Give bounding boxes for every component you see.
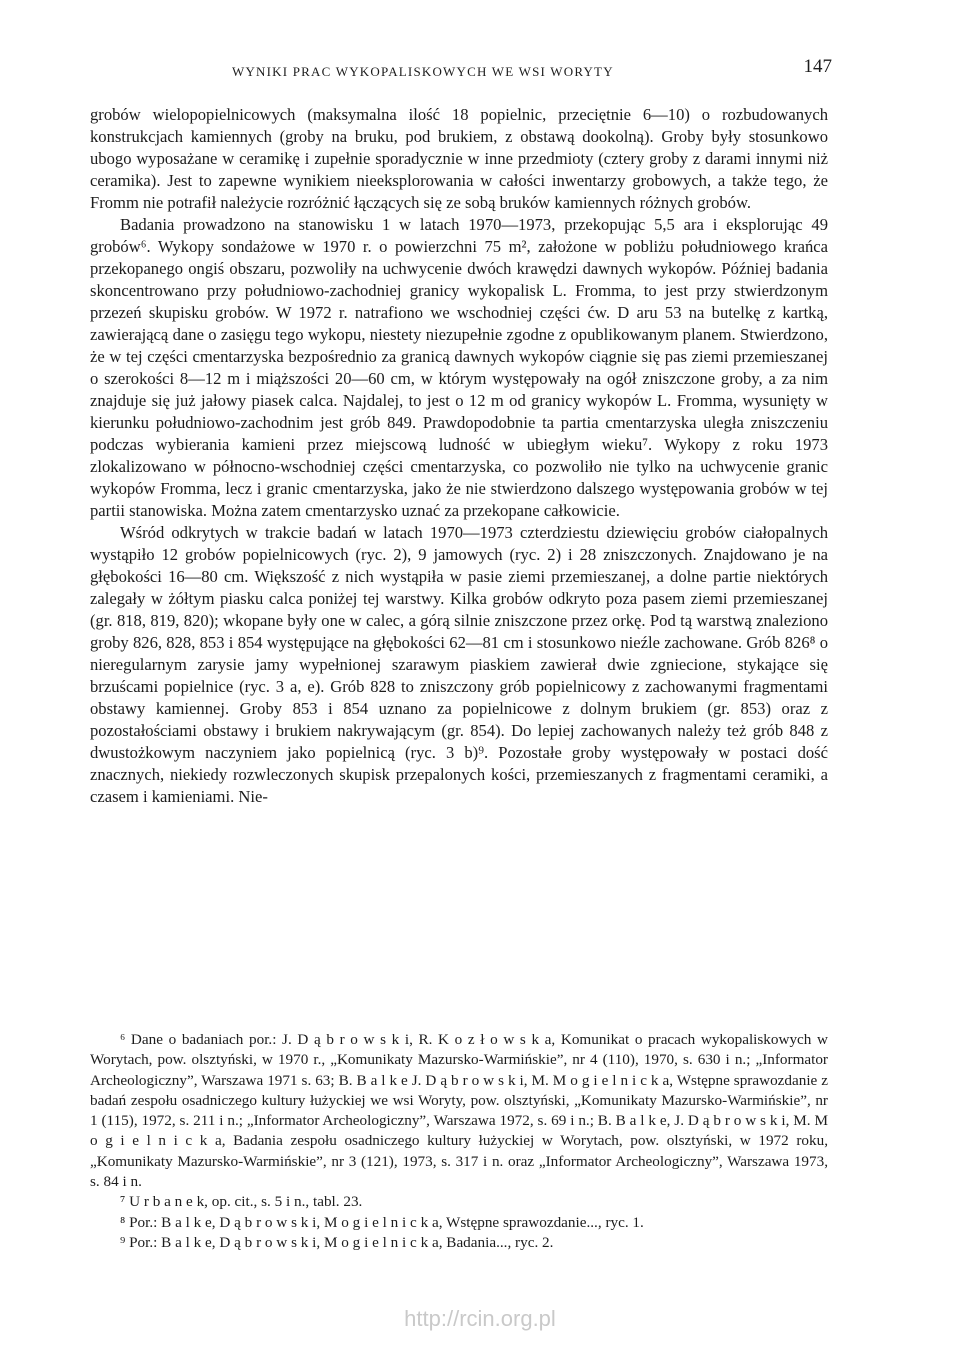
watermark-url: http://rcin.org.pl: [404, 1306, 556, 1331]
paragraph: Wśród odkrytych w trakcie badań w latach 1970—1973 czterdziestu dziewięciu grobów ciałopalnych wystąpiło 12 grobów popielnicowych (ryc. 2), 9 jamowych (ryc. 2) i 28 zniszczonych. Znajdowano je na głębokości 16—80 cm. Większość z nich wystąpiła w pasie ziemi przemieszanej, a dolne partie niektórych zalegały w żółtym piasku calca poniżej tej warstwy. Kilka grobów odkryto poza pasem ziemi przemieszanej (gr. 818, 819, 820); wkopane były one w calec, a górą silnie zniszczone przez orkę. Pod tą warstwą znaleziono groby 826, 828, 853 i 854 występujące na głębokości 62—81 cm i stosunkowo nieźle zachowane. Grób 826⁸ o nieregularnym zarysie jamy wypełnionej szarawym piaskiem zawierał dwie zgniecione, stykające się brzuścami popielnice (ryc. 3 a, e). Grób 828 to zniszczony grób popielnicowy z zachowanymi fragmentami obstawy kamiennej. Groby 853 i 854 uznano za popielnicowe z dolnym brukiem (gr. 853) oraz z pozostałościami obstawy i brukiem nakrywającym (gr. 854). Do lepiej zachowanych należy też grób 848 z dwustożkowym naczyniem jako popielnicą (ryc. 3 b)⁹. Pozostałe groby występowały w postaci dość znacznych, niekiedy rozwleczonych skupisk przepalonych kości, przemieszanych z fragmentami ceramiki, a czasem i kamieniami. Nie-: [90, 523, 828, 806]
footnote: ⁹ Por.: B a l k e, D ą b r o w s k i, M o g i e l n i c k a, Badania..., ryc. 2.: [120, 1233, 554, 1251]
body-text: [90, 104, 828, 808]
paragraph: grobów wielopopielnicowych (maksymalna ilość 18 popielnic, przeciętnie 6—10) o rozbudowanych konstrukcjach kamiennych (groby na bruku, pod brukiem, z obstawą dookolną). Groby były stosunkowo ubogo wyposażane w ceramikę i zupełnie sporadycznie w inne przedmioty (cztery groby z darami innymi niż ceramika). Jest to zapewne wynikiem nieeksplorowania w całości inwentarzy grobowych, a także tego, że Fromm nie potrafił należycie rozróżnić łączących się ze sobą bruków kamiennych różnych grobów.: [90, 105, 828, 212]
footnote: ⁶ Dane o badaniach por.: J. D ą b r o w s k i, R. K o z ł o w s k a, Komunikat o pracach wykopaliskowych w Worytach, pow. olsztyński, w 1970 r., „Komunikaty Mazursko-Warmińskie”, nr 4 (110), 1970, s. 630 i n.; „Informator Archeologiczny”, Warszawa 1971 s. 63; B. B a l k e J. D ą b r o w s k i, M. M o g i e l n i c k a, Wstępne sprawozdanie z badań zespołu osadniczego kultury łużyckiej we wsi Woryty, pow. olsztyński, „Komunikaty Mazursko-Warmińskie”, nr 1 (115), 1972, s. 211 i n.; „Informator Archeologiczny”, Warszawa 1972, s. 69 i n.; B. B a l k e, J. D ą b r o w s k i, M. M o g i e l n i c k a, Badania zespołu osadniczego kultury łużyckiej w Worytach, pow. olsztyński, w 1972 roku, „Komunikaty Mazursko-Warmińskie”, nr 3 (121), 1973, s. 317 i n. oraz „Informator Archeologiczny”, Warszawa 1973, s. 84 i n.: [90, 1031, 828, 1191]
page-number: 147: [803, 56, 832, 77]
page-header: [232, 56, 832, 86]
paragraph: Badania prowadzono na stanowisku 1 w latach 1970—1973, przekopując 5,5 ara i eksplorując 49 grobów⁶. Wykopy sondażowe w 1970 r. o powierzchni 75 m², założone w pobliżu południowego krańca przekopanego ongiś obszaru, pozwoliły na uchwycenie dwóch krawędzi dawnych wykopów. Później badania skoncentrowano przy południowo-zachodniej granicy wykopalisk L. Fromma, to jest przy stwierdzonym przezeń skupisku grobów. W 1972 r. natrafiono we wschodniej części ćw. D aru 53 na butelkę z kartką, zawierającą dane o zasięgu tego wykopu, niestety niezupełnie zgodne z opublikowanym planem. Stwierdzono, że w tej części cmentarzyska bezpośrednio za granicą dawnych wykopów ciągnie się pas ziemi przemieszanej o szerokości 8—12 m i miąższości 20—60 cm, w którym występowały na ogół zniszczone groby, a za nim znajduje się już jałowy piasek calca. Najdalej, to jest o 12 m od granicy wykopów L. Fromma, wysunięty w kierunku południowo-zachodnim jest grób 849. Prawdopodobnie ta partia cmentarzyska uległa zniszczeniu podczas wybierania kamieni przez miejscową ludność w ubiegłym wieku⁷. Wykopy z roku 1973 zlokalizowano w północno-wschodniej części cmentarzyska, co pozwoliło nie tylko na uchwycenie granic wykopów Fromma, lecz i granic cmentarzyska, jako że nie stwierdzono dalszego występowania grobów w tej partii stanowiska. Można zatem cmentarzysko uznać za przekopane całkowicie.: [90, 215, 828, 520]
footnote: ⁷ U r b a n e k, op. cit., s. 5 i n., tabl. 23.: [120, 1193, 363, 1211]
footnotes: [90, 1030, 828, 1253]
running-head: WYNIKI PRAC WYKOPALISKOWYCH WE WSI WORYTY: [232, 64, 614, 79]
footnote: ⁸ Por.: B a l k e, D ą b r o w s k i, M o g i e l n i c k a, Wstępne sprawozdanie..., ryc. 1.: [120, 1213, 644, 1231]
